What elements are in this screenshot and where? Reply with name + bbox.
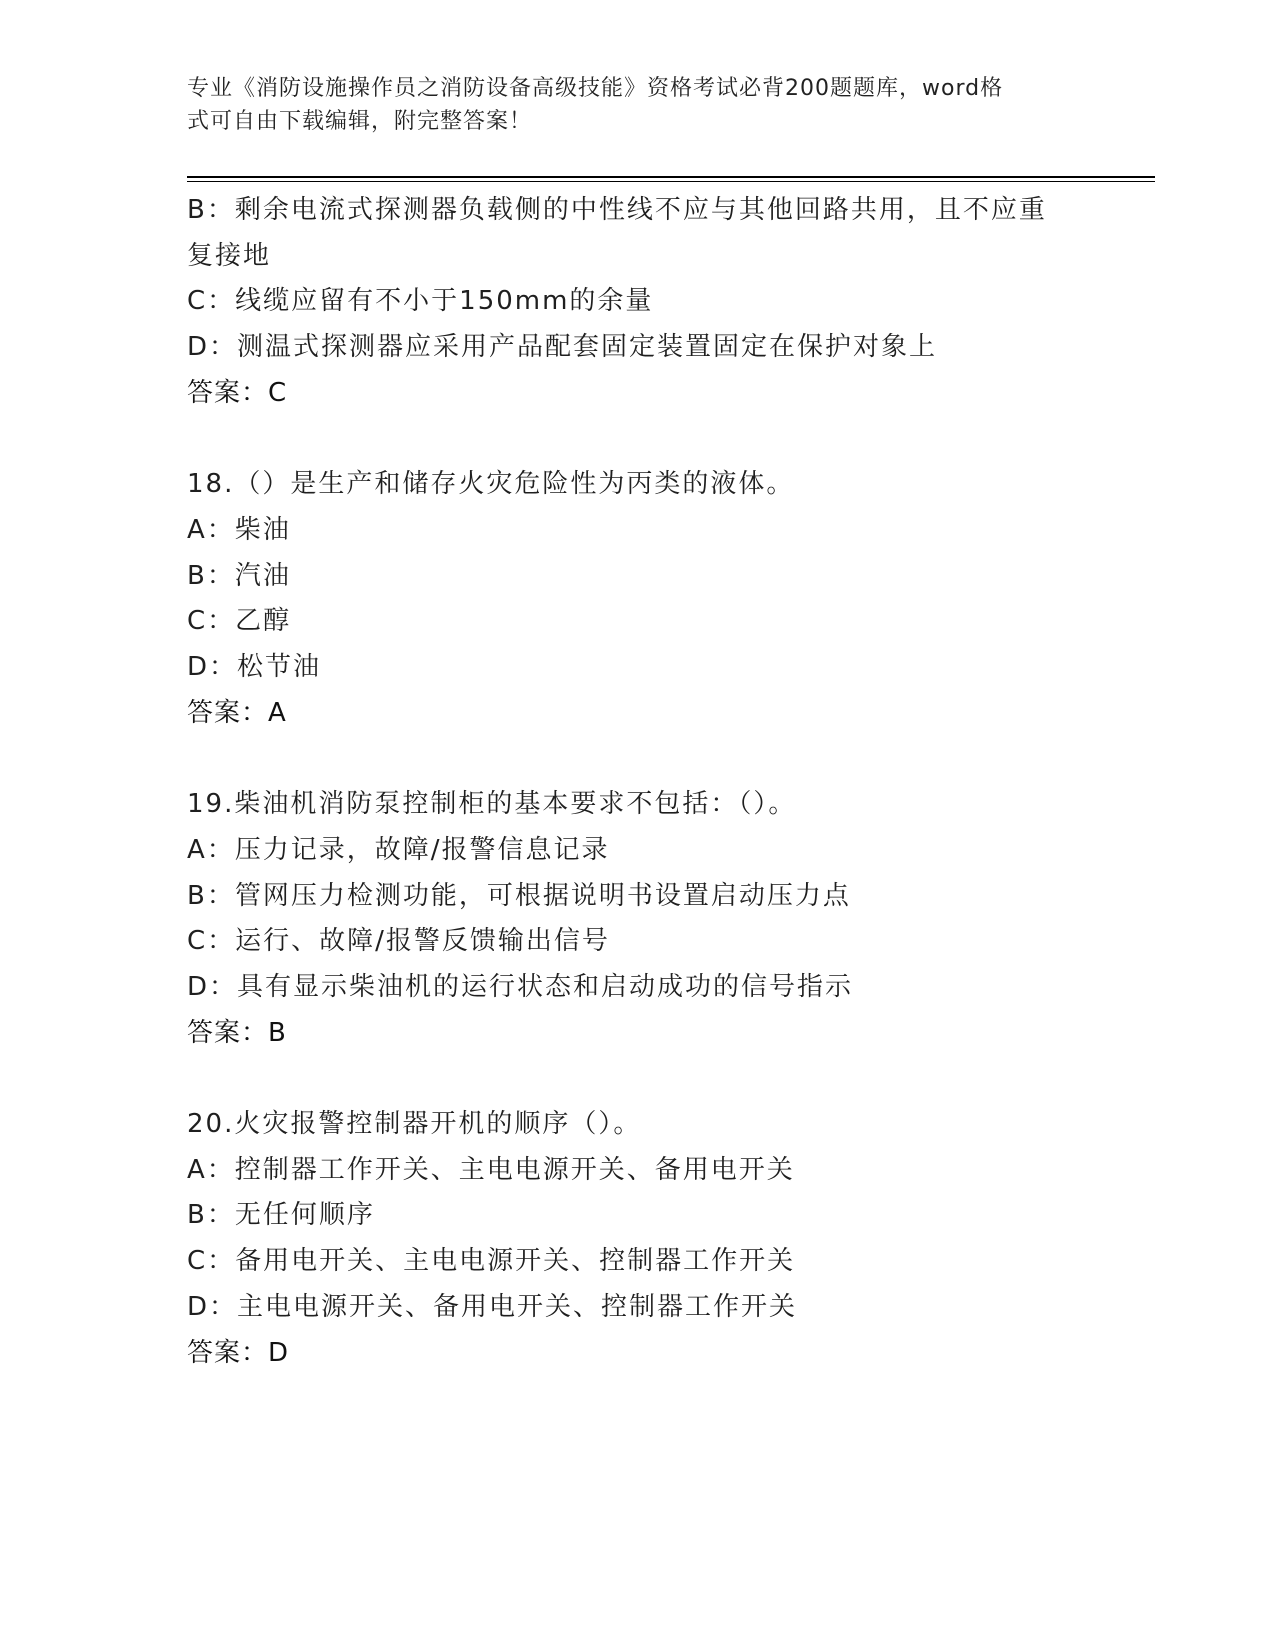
question-19 [187,782,1087,1056]
q19-answer: 答案：B [187,1017,287,1048]
q17-option-b-line-1: B：剩余电流式探测器负载侧的中性线不应与其他回路共用，且不应重 [187,195,1047,225]
question-17-continued [187,188,1087,417]
spacer [187,417,1087,463]
header-line-2: 式可自由下载编辑，附完整答案！ [187,109,533,134]
q20-option-a: A：控制器工作开关、主电电源开关、备用电开关 [187,1154,795,1185]
q19-option-c: C：运行、故障/报警反馈输出信号 [187,926,610,957]
q19-option-d: D：具有显示柴油机的运行状态和启动成功的信号指示 [187,971,854,1002]
document-body [187,188,1087,1376]
question-18 [187,462,1087,736]
q20-option-c: C：备用电开关、主电电源开关、控制器工作开关 [187,1246,796,1277]
q17-answer: 答案：C [187,377,288,408]
q19-option-a: A：压力记录，故障/报警信息记录 [187,834,610,865]
q20-answer: 答案：D [187,1337,290,1368]
q18-option-a: A：柴油 [187,514,291,545]
q18-option-d: D：松节油 [187,652,322,683]
spacer [187,736,1087,782]
question-20 [187,1102,1087,1376]
q18-stem: 18.（）是生产和储存火灾危险性为丙类的液体。 [187,469,795,500]
q19-option-b: B：管网压力检测功能，可根据说明书设置启动压力点 [187,880,851,911]
q18-option-b: B：汽油 [187,560,291,591]
q20-option-d: D：主电电源开关、备用电开关、控制器工作开关 [187,1291,798,1322]
spacer [187,1056,1087,1102]
header-divider-thin [187,181,1155,182]
page-header [187,72,1077,138]
header-divider-thick [187,176,1155,178]
q20-option-b: B：无任何顺序 [187,1200,375,1231]
q20-stem: 20.火灾报警控制器开机的顺序（）。 [187,1109,642,1140]
header-line-1: 专业《消防设施操作员之消防设备高级技能》资格考试必背200题题库，word格 [187,76,1004,101]
q18-option-c: C：乙醇 [187,606,292,637]
q19-stem: 19.柴油机消防泵控制柜的基本要求不包括：（）。 [187,789,797,820]
q17-option-d: D：测温式探测器应采用产品配套固定装置固定在保护对象上 [187,332,938,363]
q17-option-c: C：线缆应留有不小于150mm的余量 [187,286,654,317]
q18-answer: 答案：A [187,697,287,728]
q17-option-b-line-2: 复接地 [187,240,272,271]
